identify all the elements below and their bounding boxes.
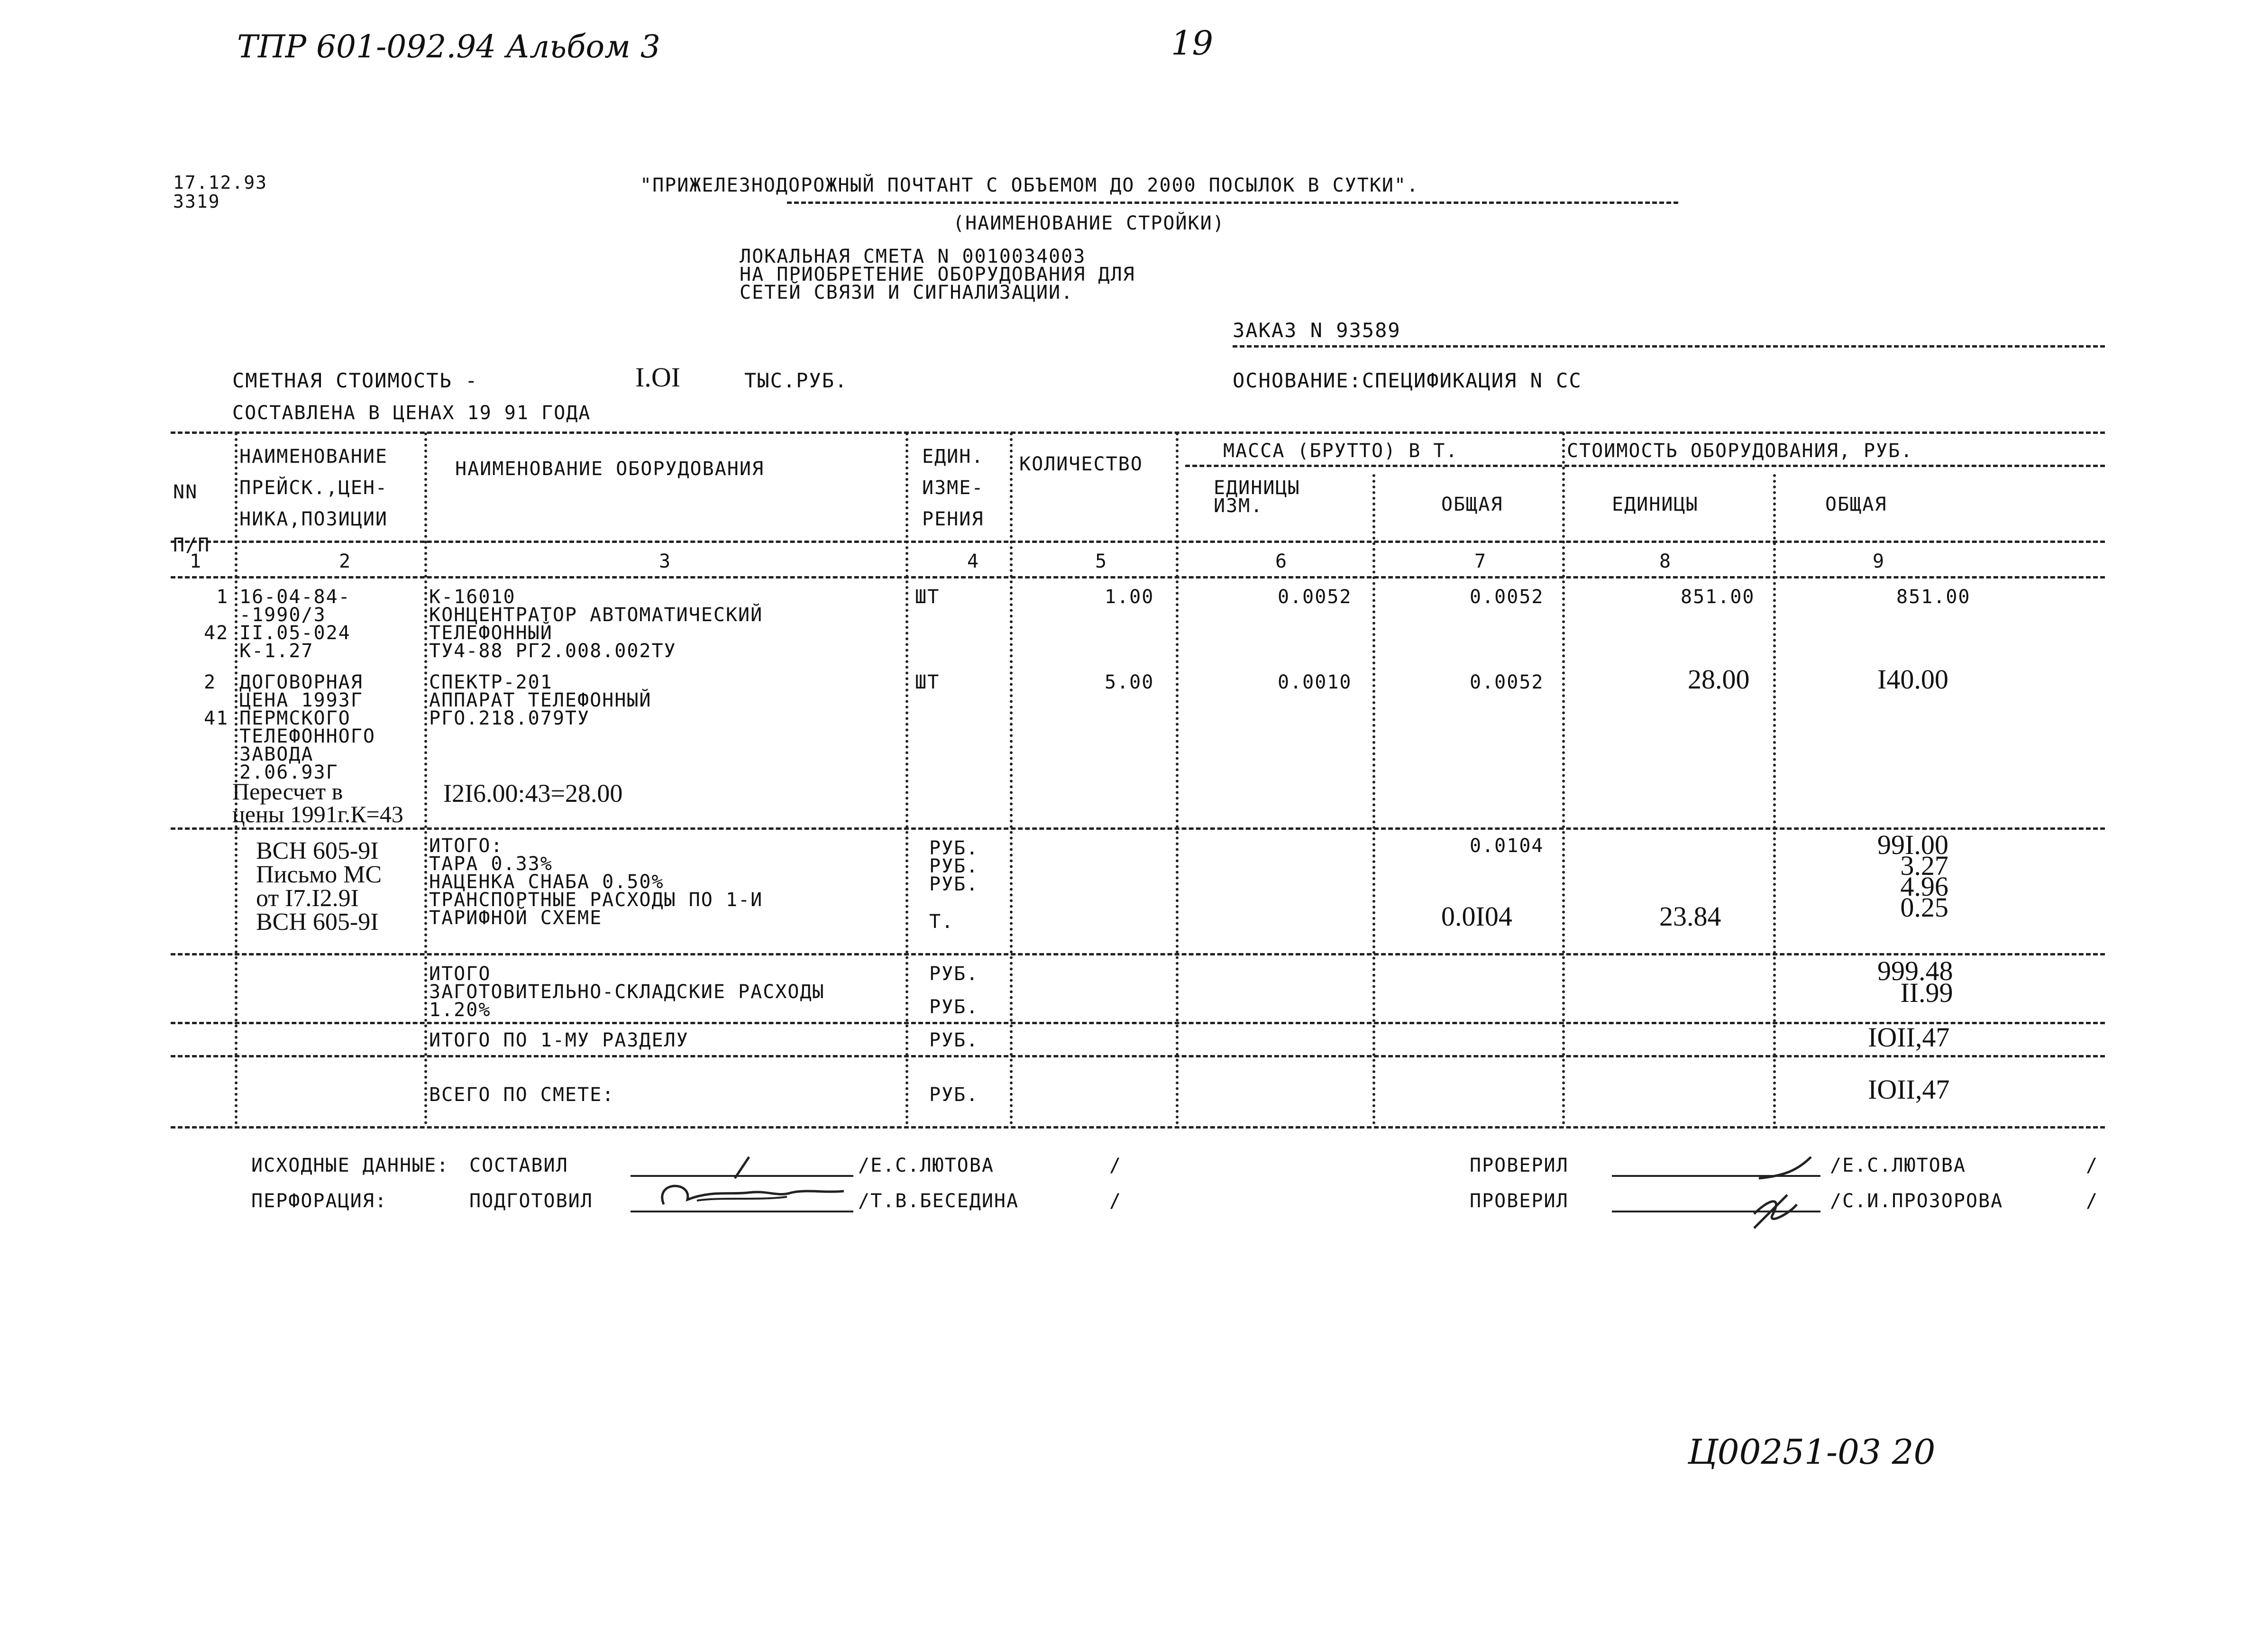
row1-mass-unit: 0.0052 bbox=[1278, 586, 1352, 608]
total-unit-2: РУБ. bbox=[929, 996, 979, 1018]
subtotal-rate: 23.84 bbox=[1659, 901, 1721, 932]
subtotal-units: РУБ. РУБ. РУБ. bbox=[929, 837, 979, 895]
col-sep-5 bbox=[1176, 432, 1179, 1125]
grand-total-label: ВСЕГО ПО СМЕТЕ: bbox=[429, 1084, 615, 1106]
row2-recalc-formula: I2I6.00:43=28.00 bbox=[443, 779, 623, 808]
col-header-mass: МАССА (БРУТТО) В Т. bbox=[1223, 440, 1458, 462]
rows-end-line bbox=[171, 827, 2105, 830]
row2-recalc-note: Пересчет в цены 1991г.К=43 bbox=[232, 778, 403, 827]
col-number-4: 4 bbox=[967, 551, 980, 572]
col-header-5: КОЛИЧЕСТВО bbox=[1019, 453, 1143, 475]
checked-name-1: /Е.С.ЛЮТОВА bbox=[1830, 1155, 1966, 1176]
col-sep-3 bbox=[905, 432, 908, 1125]
composed-label: СОСТАВИЛ bbox=[469, 1155, 568, 1176]
col-number-5: 5 bbox=[1095, 551, 1108, 572]
prepared-name: /Т.В.БЕСЕДИНА bbox=[858, 1190, 1019, 1212]
total-unit-1: РУБ. bbox=[929, 963, 979, 985]
col-sep-7 bbox=[1562, 432, 1565, 1125]
row1-unit: ШТ bbox=[915, 586, 940, 608]
subtotal-unit-t: Т. bbox=[929, 911, 954, 933]
col-header-7: ОБЩАЯ bbox=[1441, 494, 1503, 515]
composed-name: /Е.С.ЛЮТОВА bbox=[858, 1155, 994, 1176]
title-underline bbox=[787, 202, 1678, 204]
composed-slash: / bbox=[1109, 1155, 1122, 1176]
col-number-7: 7 bbox=[1474, 551, 1487, 572]
col-sep-2 bbox=[424, 432, 427, 1125]
row2-unit: ШТ bbox=[915, 671, 940, 693]
col-header-6: ЕДИНИЦЫ ИЗМ. bbox=[1214, 477, 1300, 517]
prices-year: СОСТАВЛЕНА В ЦЕНАХ 19 91 ГОДА bbox=[232, 402, 591, 424]
order-number: ЗАКАЗ N 93589 bbox=[1233, 319, 1401, 342]
checked-label-2: ПРОВЕРИЛ bbox=[1470, 1190, 1569, 1212]
section-total-unit: РУБ. bbox=[929, 1029, 979, 1051]
col-number-2: 2 bbox=[339, 551, 352, 572]
row1-cost-total: 851.00 bbox=[1896, 586, 1971, 608]
row2-nn: 2 41 bbox=[204, 671, 229, 729]
signature-scribble-2 bbox=[1688, 1143, 1830, 1233]
order-underline bbox=[1233, 345, 2105, 348]
row2-cost-unit: 28.00 bbox=[1688, 664, 1750, 695]
col-number-3: 3 bbox=[659, 551, 672, 572]
col-header-cost: СТОИМОСТЬ ОБОРУДОВАНИЯ, РУБ. bbox=[1567, 440, 1913, 462]
col-sep-4 bbox=[1010, 432, 1013, 1125]
row1-mass-total: 0.0052 bbox=[1470, 586, 1544, 608]
grand-total-unit: РУБ. bbox=[929, 1084, 979, 1106]
col-number-1: 1 bbox=[190, 551, 202, 572]
table-top-line bbox=[171, 431, 2105, 434]
col-header-2: НАИМЕНОВАНИЕ ПРЕЙСК.,ЦЕН- НИКА,ПОЗИЦИИ bbox=[239, 446, 388, 530]
prepared-slash: / bbox=[1109, 1190, 1122, 1212]
total-values: 999.48 II.99 bbox=[1877, 955, 1953, 1008]
col-header-8: ЕДИНИЦЫ bbox=[1612, 494, 1699, 515]
section-total-label: ИТОГО ПО 1-МУ РАЗДЕЛУ bbox=[429, 1029, 689, 1051]
subtotal-end-line bbox=[171, 953, 2105, 955]
col-sep-8 bbox=[1773, 474, 1776, 1125]
subtotal-refs: ВСН 605-9I Письмо МС от I7.I2.9I ВСН 605-9I bbox=[256, 837, 382, 936]
cost-header-line bbox=[1564, 465, 2105, 467]
row2-mass-unit: 0.0010 bbox=[1278, 671, 1352, 693]
checked-label-1: ПРОВЕРИЛ bbox=[1470, 1155, 1569, 1176]
table-bottom-line bbox=[171, 1126, 2105, 1129]
grand-total-value: IOII,47 bbox=[1868, 1074, 1950, 1105]
row1-cost-unit: 851.00 bbox=[1681, 586, 1755, 608]
col-header-9: ОБЩАЯ bbox=[1825, 494, 1887, 515]
subtotal-values: 99I.00 3.27 4.96 0.25 bbox=[1877, 829, 1948, 923]
prepared-label: ПОДГОТОВИЛ bbox=[469, 1190, 593, 1212]
section-end-line bbox=[171, 1055, 2105, 1057]
table-numbers-line bbox=[171, 576, 2105, 578]
subtotal-mass-hand: 0.0I04 bbox=[1441, 901, 1512, 932]
cost-value: I.OI bbox=[635, 362, 681, 393]
cost-label: СМЕТНАЯ СТОИМОСТЬ - bbox=[232, 369, 478, 392]
row2-cost-total: I40.00 bbox=[1877, 664, 1948, 695]
table-header-line bbox=[171, 541, 2105, 543]
col-header-1: NN П/П bbox=[173, 481, 210, 556]
perf-label: ПЕРФОРАЦИЯ: bbox=[251, 1190, 387, 1212]
checked-slash-2: / bbox=[2086, 1190, 2099, 1212]
album-reference: ТПР 601-092.94 Альбом 3 bbox=[237, 28, 660, 65]
col-sep-6 bbox=[1372, 474, 1375, 1125]
mass-header-line bbox=[1185, 465, 1569, 467]
project-caption: (НАИМЕНОВАНИЕ СТРОЙКИ) bbox=[953, 212, 1225, 234]
col-number-9: 9 bbox=[1873, 551, 1885, 572]
col-header-4: ЕДИН. ИЗМЕ- РЕНИЯ bbox=[922, 446, 984, 530]
smeta-heading: ЛОКАЛЬНАЯ СМЕТА N 0010034003 НА ПРИОБРЕТЕНИЕ ОБОРУДОВАНИЯ ДЛЯ СЕТЕЙ СВЯЗИ И СИГНАЛИЗАЦИИ. bbox=[740, 246, 1135, 303]
source-label: ИСХОДНЫЕ ДАННЫЕ: bbox=[251, 1155, 449, 1176]
basis: ОСНОВАНИЕ:СПЕЦИФИКАЦИЯ N CC bbox=[1233, 369, 1582, 392]
document-code: 17.12.93 3319 bbox=[173, 172, 268, 212]
footer-code: Ц00251-03 20 bbox=[1688, 1432, 1936, 1472]
total-items: ИТОГО ЗАГОТОВИТЕЛЬНО-СКЛАДСКИЕ РАСХОДЫ 1.20% bbox=[429, 963, 825, 1021]
subtotal-mass-total: 0.0104 bbox=[1470, 835, 1544, 857]
col-number-6: 6 bbox=[1275, 551, 1288, 572]
row2-mass-total: 0.0052 bbox=[1470, 671, 1544, 693]
row1-qty: 1.00 bbox=[1105, 586, 1154, 608]
col-number-8: 8 bbox=[1659, 551, 1672, 572]
subtotal-items: ИТОГО: ТАРА 0.33% НАЦЕНКА СНАБА 0.50% ТРАНСПОРТНЫЕ РАСХОДЫ ПО 1-И ТАРИФНОЙ СХЕМЕ bbox=[429, 835, 763, 929]
cost-unit: ТЫС.РУБ. bbox=[744, 369, 848, 392]
project-title: "ПРИЖЕЛЕЗНОДОРОЖНЫЙ ПОЧТАНТ С ОБЪЕМОМ ДО 2000 ПОСЫЛОК В СУТКИ". bbox=[640, 174, 1419, 196]
checked-name-2: /С.И.ПРОЗОРОВА bbox=[1830, 1190, 2003, 1212]
row1-name: К-16010 КОНЦЕНТРАТОР АВТОМАТИЧЕСКИЙ ТЕЛЕФОННЫЙ ТУ4-88 РГ2.008.002ТУ bbox=[429, 586, 763, 662]
page-number: 19 bbox=[1171, 24, 1214, 63]
row1-nn: 1 42 bbox=[204, 586, 229, 644]
row2-name: СПЕКТР-201 АППАРАТ ТЕЛЕФОННЫЙ РГО.218.079ТУ bbox=[429, 671, 652, 729]
signature-scribble-1 bbox=[635, 1147, 853, 1219]
row2-qty: 5.00 bbox=[1105, 671, 1154, 693]
total-end-line bbox=[171, 1022, 2105, 1024]
col-header-3: НАИМЕНОВАНИЕ ОБОРУДОВАНИЯ bbox=[455, 458, 765, 480]
row1-price: 16-04-84- -1990/3 II.05-024 К-1.27 bbox=[239, 586, 351, 662]
row2-price: ДОГОВОРНАЯ ЦЕНА 1993Г ПЕРМСКОГО ТЕЛЕФОННОГО ЗАВОДА 2.06.93Г bbox=[239, 671, 375, 783]
section-total-value: IOII,47 bbox=[1868, 1022, 1950, 1053]
checked-slash-1: / bbox=[2086, 1155, 2099, 1176]
